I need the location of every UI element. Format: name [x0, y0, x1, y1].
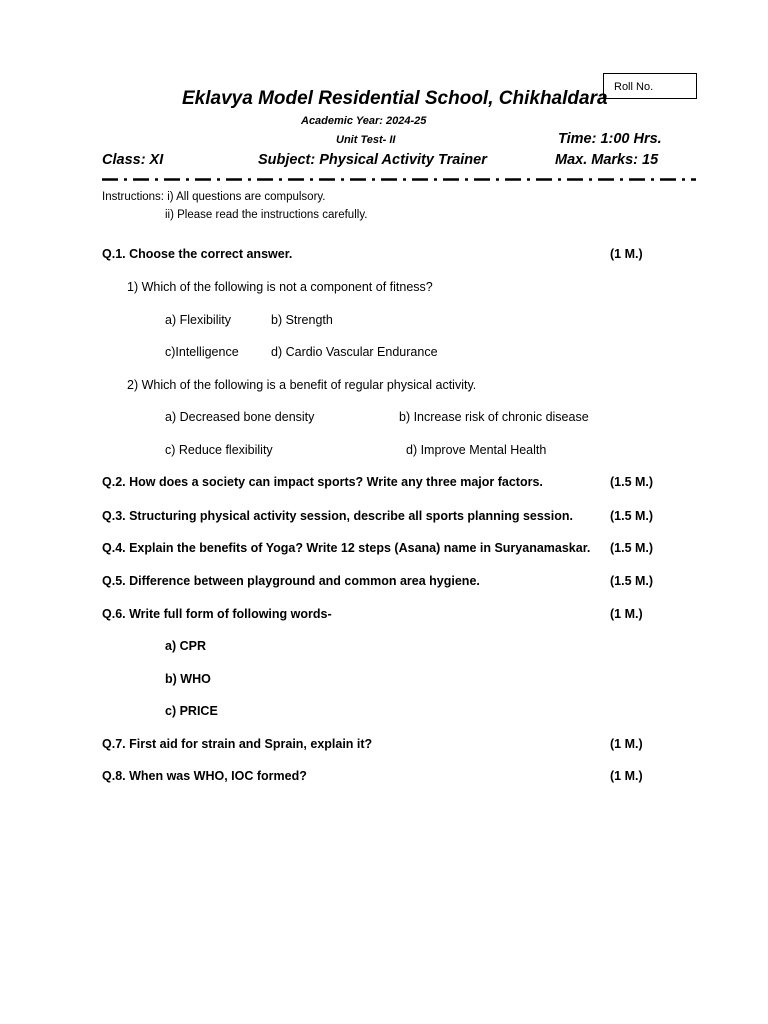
- question-7: Q.7. First aid for strain and Sprain, explain it?: [102, 737, 373, 751]
- roll-no-box: [603, 73, 697, 99]
- question-4-marks: (1.5 M.): [610, 541, 654, 555]
- question-5-marks: (1.5 M.): [610, 574, 654, 588]
- q1-sub1-option-a: a) Flexibility: [165, 313, 231, 327]
- question-5: Q.5. Difference between playground and common area hygiene.: [102, 574, 480, 588]
- question-8: Q.8. When was WHO, IOC formed?: [102, 769, 307, 783]
- instruction-line-1: Instructions: i) All questions are compulsory.: [102, 191, 326, 203]
- q1-sub1-option-d: d) Cardio Vascular Endurance: [271, 345, 438, 359]
- class-label: Class: XI: [102, 152, 164, 168]
- question-8-marks: (1 M.): [610, 769, 643, 783]
- max-marks: Max. Marks: 15: [555, 152, 659, 168]
- time-allowed: Time: 1:00 Hrs.: [558, 131, 662, 147]
- header-divider: [102, 178, 696, 181]
- question-7-marks: (1 M.): [610, 737, 643, 751]
- question-6-marks: (1 M.): [610, 607, 643, 621]
- q6-item-b: b) WHO: [165, 672, 211, 686]
- q6-item-c: c) PRICE: [165, 704, 218, 718]
- question-2: Q.2. How does a society can impact sports? Write any three major factors.: [102, 475, 543, 489]
- question-2-marks: (1.5 M.): [610, 475, 654, 489]
- question-4: Q.4. Explain the benefits of Yoga? Write 12 steps (Asana) name in Suryanamaskar.: [102, 541, 591, 555]
- q1-sub2-option-d: d) Improve Mental Health: [406, 443, 547, 457]
- question-3: Q.3. Structuring physical activity session, describe all sports planning session.: [102, 509, 573, 523]
- q6-item-a: a) CPR: [165, 639, 206, 653]
- q1-sub1-option-b: b) Strength: [271, 313, 333, 327]
- question-6: Q.6. Write full form of following words-: [102, 607, 332, 621]
- question-3-marks: (1.5 M.): [610, 509, 654, 523]
- q1-sub2-option-b: b) Increase risk of chronic disease: [399, 410, 589, 424]
- q1-sub2-text: 2) Which of the following is a benefit of regular physical activity.: [127, 378, 477, 392]
- q1-sub1-option-c: c)Intelligence: [165, 345, 239, 359]
- test-name: Unit Test- II: [336, 134, 396, 146]
- instruction-line-2: ii) Please read the instructions carefully.: [165, 209, 368, 221]
- q1-sub2-option-a: a) Decreased bone density: [165, 410, 315, 424]
- q1-sub2-option-c: c) Reduce flexibility: [165, 443, 273, 457]
- question-1: Q.1. Choose the correct answer.: [102, 247, 293, 261]
- question-1-marks: (1 M.): [610, 247, 643, 261]
- school-name: Eklavya Model Residential School, Chikhaldara: [182, 88, 608, 109]
- academic-year: Academic Year: 2024-25: [301, 115, 427, 127]
- roll-no-label: Roll No.: [614, 81, 654, 93]
- q1-sub1-text: 1) Which of the following is not a component of fitness?: [127, 280, 433, 294]
- subject-label: Subject: Physical Activity Trainer: [258, 152, 487, 168]
